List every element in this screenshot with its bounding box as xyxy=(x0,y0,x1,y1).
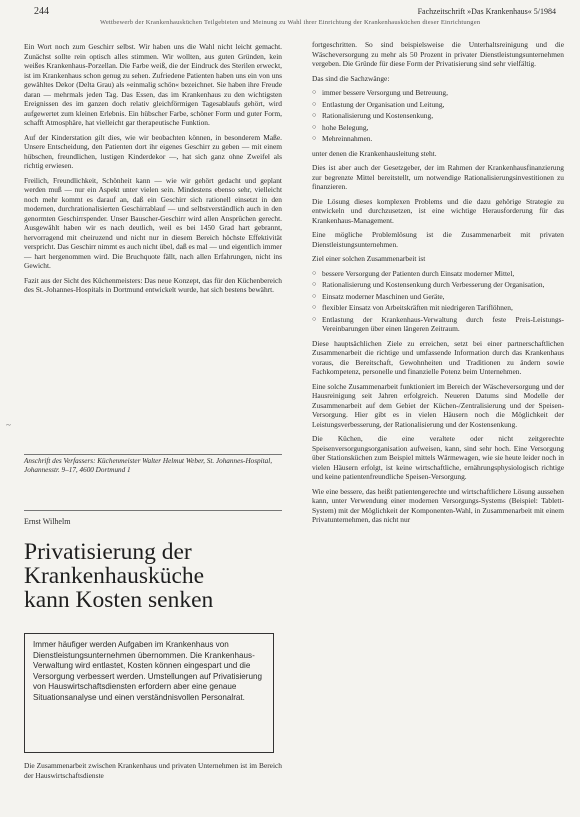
list-item xyxy=(312,100,564,110)
list-item-text: hohe Belegung, xyxy=(322,122,369,132)
bullet-icon: ○ xyxy=(312,291,317,300)
article-teaser-box: Immer häufiger werden Aufgaben im Krankenhaus von Dienstleistungsunternehmen übernommen. Die Krankenhaus-Verwaltung wird entlastet, Kosten können eingespart und die Versorgung verbessert werden. Umstellungen auf Privatisierung von Hauswirtschaftsdiensten erfordern aber eine genaue Situationsanalyse und einen verständnisvollen Personalrat. xyxy=(24,633,274,753)
list-item-text: Rationalisierung und Kostensenkung durch Verbesserung der Organisation, xyxy=(322,280,545,289)
title-line: Privatisierung der xyxy=(24,539,192,565)
list-item-text: flexibler Einsatz von Arbeitskräften mit niedrigeren Tariflöhnen, xyxy=(322,303,513,312)
article-intro: Die Zusammenarbeit zwischen Krankenhaus und privaten Unternehmen ist im Bereich der Hauswirtschaftsdienste xyxy=(24,761,282,780)
paragraph: fortgeschritten. So sind beispielsweise die Unterhaltsreinigung und die Wäscheversorgung zu mehr als 50 Prozent in privater Dienstleistungsunternehmen vergeben. Die Gründe für diese Form der Privatisierung sind sehr vielfältig. xyxy=(312,40,564,68)
list-item-text: Einsatz moderner Maschinen und Geräte, xyxy=(322,291,445,301)
paragraph: Eine mögliche Problemlösung ist die Zusammenarbeit mit privaten Dienstleistungsunternehmen. xyxy=(312,230,564,249)
paragraph: Die Küchen, die eine veraltete oder nicht zeitgerechte Speisenversorgungsorganisation aufweisen, kann, sind sehr hoch. Eine Versorgung über Stationsküchen zum Beispiel mittels Wärmewagen, wie sie heute leider noch in vielen Häusern erfolgt, ist keine wirtschaftliche, ernährungsphysiologisch richtige und keine patientenfreundliche Speisen-Versorgung. xyxy=(312,434,564,481)
divider xyxy=(24,454,282,455)
bullet-icon: ○ xyxy=(312,303,317,311)
header-subtitle: Wettbewerb der Krankenhausküchen Teilgebieten und Meinung zu Wahl ihrer Einrichtung der Krankenhausküchen dieser Einrichtungen xyxy=(100,19,481,26)
title-line: kann Kosten senken xyxy=(24,587,214,613)
constraints-list xyxy=(312,88,564,144)
list-item-text: bessere Versorgung der Patienten durch Einsatz moderner Mittel, xyxy=(322,268,515,278)
bullet-icon: ○ xyxy=(312,134,317,142)
list-item xyxy=(312,280,564,290)
paragraph: Eine solche Zusammenarbeit funktioniert im Bereich der Wäscheversorgung und der Hausreinigung seit Jahren erfolgreich. Neueren Datums sind Modelle der Zusammenarbeit auf dem Gebiet der Küchen-/Zentralisierung und der Speisen-Versorgung. Hier gibt es in vielen Häusern noch die Möglichkeit der Leistungsverbesserung, der Rationalisierung und der Kostensenkung. xyxy=(312,381,564,429)
page-number: 244 xyxy=(34,6,49,17)
list-item-text: Mehreinnahmen. xyxy=(322,134,373,143)
article-author: Ernst Wilhelm xyxy=(24,517,71,526)
article-title xyxy=(24,540,286,612)
bullet-icon: ○ xyxy=(312,268,317,277)
journal-reference: Fachzeitschrift »Das Krankenhaus« 5/1984 xyxy=(417,7,556,16)
bullet-icon: ○ xyxy=(312,314,317,323)
title-line: Krankenhausküche xyxy=(24,563,205,589)
bullet-icon: ○ xyxy=(312,122,317,131)
list-item xyxy=(312,134,564,144)
list-item xyxy=(312,269,564,279)
list-item-text: Entlastung der Krankenhaus-Verwaltung durch feste Preis-Leistungs-Vereinbarungen über einen längeren Zeitraum. xyxy=(322,314,564,333)
bullet-icon: ○ xyxy=(312,280,317,288)
paragraph: Die Lösung dieses komplexen Problems und die dazu gehörige Strategie zu entwickeln und durchzusetzen, ist eine wichtige Herausforderung für das Krankenhaus-Management. xyxy=(312,196,564,225)
author-address: Anschrift des Verfassers: Küchenmeister Walter Helmut Weber, St. Johannes-Hospital, Johannesstr. 9–17, 4600 Dortmund 1 xyxy=(24,457,273,474)
list-item xyxy=(312,111,564,121)
list-item xyxy=(312,123,564,133)
list-item xyxy=(312,303,564,313)
goals-list xyxy=(312,269,564,334)
paragraph: Dies ist aber auch der Gesetzgeber, der im Rahmen der Krankenhausfinanzierung zur begrenzte Mittel bereitstellt, um notwendige Rationalisierungsinvestitionen zu finanzieren. xyxy=(312,163,564,191)
bullet-icon: ○ xyxy=(312,99,317,108)
bullet-icon: ○ xyxy=(312,88,317,96)
page-header xyxy=(0,4,580,30)
margin-mark: ~ xyxy=(6,420,11,430)
list-item xyxy=(312,315,564,334)
left-column xyxy=(24,42,282,300)
paragraph: Freilich, Freundlichkeit, Schönheit kann — wie wir gehört gedacht und geplant werden muß — nur ein Aspekt unter vielen sein. Mindestens ebenso sehr, vielleicht noch mehr kommt es darauf an, daß ein Geschirr sich rationell einsetzt in den modernen, durchrationalisierten Geschirrablauf — und selbstverständlich auch in den genormten Geschirrspender. Unser Bauscher-Geschirr wird allen Ansprüchen gerecht. Ausgewählt haben wir es nach deutlich, weil es bei 1450 Grad hart gebrannt, hervorragend mit cheiruzend und nicht nur in diesem Bereich höchste Effektivität verspricht. Das Geschirr nimmt es auch nicht übel, daß es mal — und eigentlich immer — hart hergenommen wird. Die Bruchquote fällt, nach allen Erfahrungen, nicht ins Gewicht. xyxy=(24,175,282,270)
list-item xyxy=(312,292,564,302)
right-column xyxy=(312,40,564,530)
paragraph: Das sind die Sachzwänge: xyxy=(312,73,390,83)
paragraph: Wie eine bessere, das heißt patientengerechte und wirtschaftlichere Lösung aussehen kann, unter Verwendung einer modernen Versorgungs-Systems (Beispiel: Tablett-System) mit der Möglichkeit der Komponenten-Wahl, in Zusammenarbeit mit einem Privatunternehmen, das nicht nur xyxy=(312,486,564,524)
list-item-text: immer bessere Versorgung und Betreuung, xyxy=(322,88,448,97)
paragraph: Fazit aus der Sicht des Küchenmeisters: Das neue Konzept, das für den Küchenbereich des St.-Johannes-Hospitals in Dortmund entwickelt wurde, hat sich bestens bewährt. xyxy=(24,275,282,294)
list-item-text: Entlastung der Organisation und Leitung, xyxy=(322,99,445,109)
paragraph: Ziel einer solchen Zusammenarbeit ist xyxy=(312,254,426,263)
divider xyxy=(24,510,282,511)
list-item-text: Rationalisierung und Kostensenkung, xyxy=(322,111,434,120)
paragraph: Diese hauptsächlichen Ziele zu erreichen, setzt bei einer partnerschaftlichen Zusammenarbeit die richtige und umfassende Information durch das Krankenhaus voraus, die Bereitschaft, Gewohnheiten und Traditionen zu ändern sowie Fachkompetenz, personelle und finanzielle Potenz beim Unternehmen. xyxy=(312,338,564,376)
list-item xyxy=(312,88,564,98)
paragraph: Ein Wort noch zum Geschirr selbst. Wir haben uns die Wahl nicht leicht gemacht. Zunächst sollte rein optisch alles stimmen. Wir wollten, aus guten Gründen, kein weißes Krankenhaus-Porzellan. Die Farbe weiß, die der Eindruck des Sterilen erweckt, ist im Krankenhaus schon genug zu sehen. Zufriedene Patienten haben uns ein von uns gewähltes Dekor (Delta Grau) als »einmalig schön« bezeichnet. Sie haben ihre Freude daran — mehrmals jeden Tag. Das Essen, das im Krankenhaus zu den wichtigsten Ereignissen des im ganzen doch relativ gleichförmigen Tagesablaufs gehört, wird aufgewertet zum kleinen Erlebnis. Ein hübscher Farbe, schöner Form und guter Form, schafft Atmosphäre, hat vielleicht gar therapeutische Funktion. xyxy=(24,42,282,127)
paragraph: unter denen die Krankenhausleitung steht. xyxy=(312,148,437,158)
bullet-icon: ○ xyxy=(312,111,317,119)
paragraph: Auf der Kinderstation gilt dies, wie wir beobachten können, in besonderem Maße. Unsere Entscheidung, den Patienten dort ihr eigenes Geschirr zu geben — mit einem hübschen, freundlichen, lustigen Kinderdekor —, hat sich ganz ohne Zweifel als richtig erwiesen. xyxy=(24,132,282,170)
